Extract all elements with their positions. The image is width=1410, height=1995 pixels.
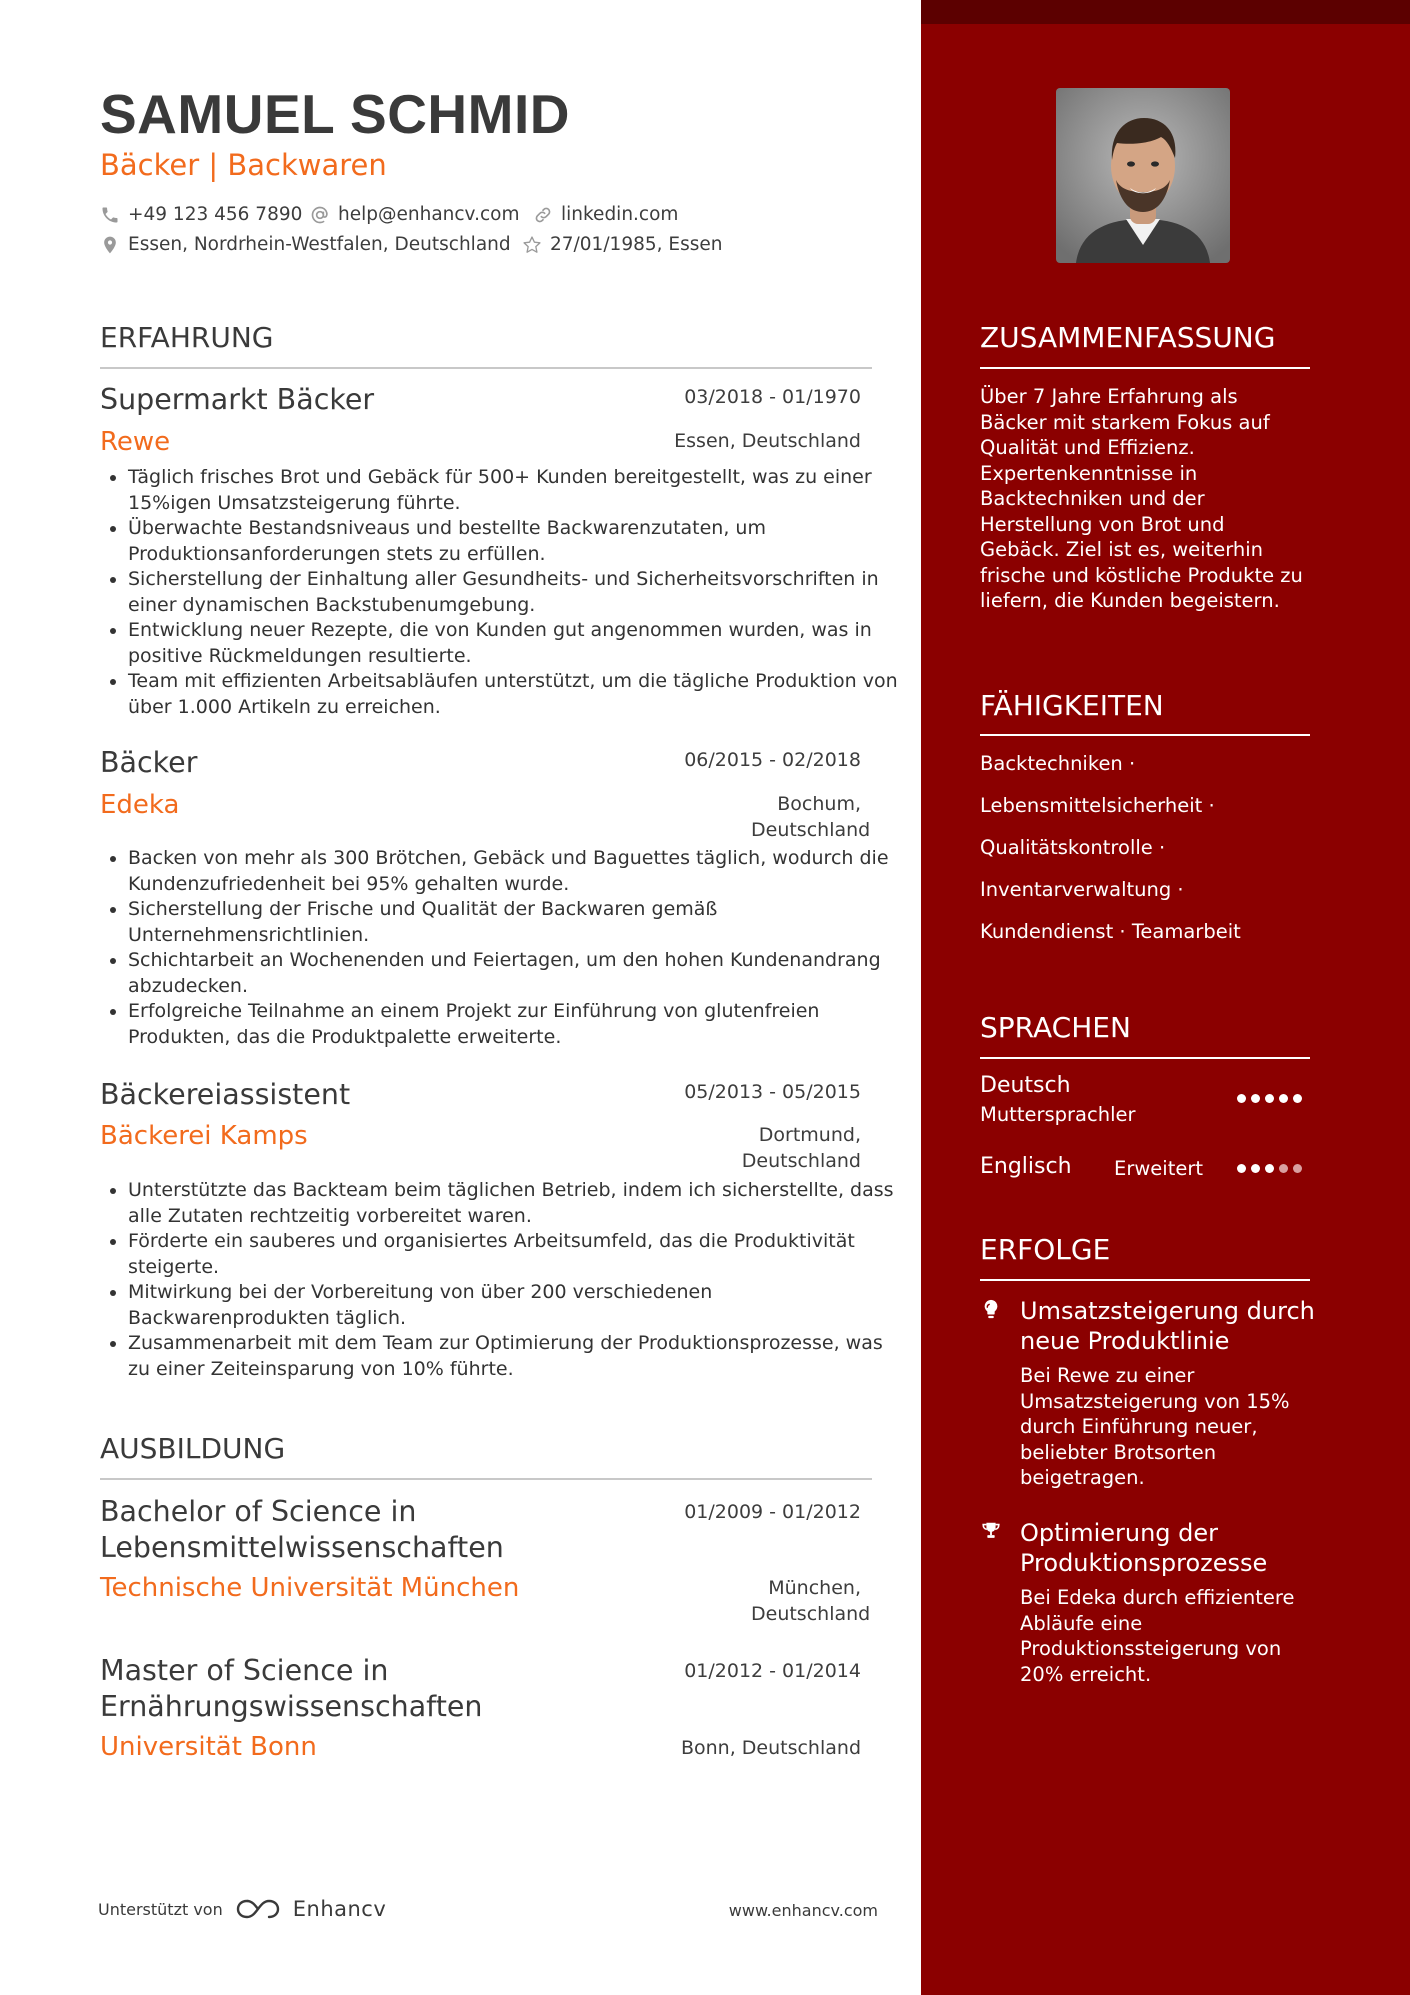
skill-item: Qualitätskontrolle · bbox=[980, 836, 1166, 859]
contact-linkedin[interactable] bbox=[533, 204, 678, 225]
phone-icon bbox=[100, 205, 120, 225]
summary-text: Über 7 Jahre Erfahrung als Bäcker mit starkem Fokus auf Qualität und Effizienz. Expertenkenntnisse in Backtechniken und der Herstellung von Brot und Gebäck. Ziel ist es, weiterhin frische und köstliche Produkte zu liefern, die Kunden begeistern. bbox=[980, 385, 1303, 612]
bullet-item: • Backen von mehr als 300 Brötchen, Gebäck und Baguettes täglich, wodurch die Kundenzufriedenheit bei 95% gehalten wurde. bbox=[128, 846, 901, 897]
summary-heading: ZUSAMMENFASSUNG bbox=[980, 321, 1276, 354]
linkedin-text: linkedin.com bbox=[561, 204, 679, 225]
language-name: Englisch bbox=[980, 1154, 1072, 1179]
skill-item: Backtechniken · bbox=[980, 752, 1136, 775]
email-text: help@enhancv.com bbox=[338, 204, 520, 225]
bullet-item: • Mitwirkung bei der Vorbereitung von über 200 verschiedenen Backwarenprodukten täglich. bbox=[128, 1280, 901, 1331]
location-text: Essen, Nordrhein-Westfalen, Deutschland bbox=[128, 234, 511, 255]
website-link[interactable]: www.enhancv.com bbox=[728, 1901, 878, 1920]
education-heading: AUSBILDUNG bbox=[100, 1432, 286, 1465]
bullet-item: • Team mit effizienten Arbeitsabläufen unterstützt, um die tägliche Produktion von über 1.000 Artikeln zu erreichen. bbox=[128, 669, 901, 720]
job-bullets bbox=[100, 1178, 901, 1382]
avatar bbox=[1056, 88, 1230, 263]
at-icon bbox=[310, 205, 330, 225]
education-divider bbox=[100, 1478, 872, 1480]
bullet-item: • Täglich frisches Brot und Gebäck für 500+ Kunden bereitgestellt, was zu einer 15%igen Umsatzsteigerung führte. bbox=[128, 465, 901, 516]
achievement-title: Optimierung der Produktionsprozesse bbox=[1020, 1519, 1268, 1577]
job-title: Bäcker bbox=[100, 746, 198, 779]
experience-divider bbox=[100, 367, 872, 369]
sidebar-top-bar bbox=[921, 0, 1410, 24]
powered-by-label: Unterstützt von bbox=[98, 1899, 223, 1919]
job-location: Dortmund, Deutschland bbox=[741, 1124, 861, 1172]
rating-dot-filled bbox=[1265, 1094, 1274, 1103]
job-date: 05/2013 - 05/2015 bbox=[684, 1081, 861, 1103]
trophy-icon bbox=[980, 1520, 1002, 1542]
rating-dot-filled bbox=[1237, 1164, 1246, 1173]
education-degree: Bachelor of Science in Lebensmittelwissenschaften bbox=[100, 1495, 504, 1564]
candidate-title: Bäcker | Backwaren bbox=[100, 148, 387, 182]
education-date: 01/2009 - 01/2012 bbox=[684, 1501, 861, 1523]
enhancv-logo-icon bbox=[235, 1897, 281, 1921]
achievement-title: Umsatzsteigerung durch neue Produktlinie bbox=[1020, 1297, 1315, 1355]
contact-birth bbox=[522, 234, 722, 255]
location-pin-icon bbox=[100, 235, 120, 255]
bullet-item: • Schichtarbeit an Wochenenden und Feiertagen, um den hohen Kundenandrang abzudecken. bbox=[128, 948, 901, 999]
language-rating bbox=[1237, 1094, 1302, 1103]
rating-dot-filled bbox=[1251, 1094, 1260, 1103]
contact-phone[interactable] bbox=[100, 204, 302, 225]
phone-text: +49 123 456 7890 bbox=[128, 204, 303, 225]
bullet-item: • Sicherstellung der Frische und Qualität der Backwaren gemäß Unternehmensrichtlinien. bbox=[128, 897, 901, 948]
bullet-item: • Überwachte Bestandsniveaus und bestellte Backwarenzutaten, um Produktionsanforderungen stets zu erfüllen. bbox=[128, 516, 901, 567]
profile-photo bbox=[1056, 88, 1230, 263]
contact-location bbox=[100, 234, 511, 255]
brand-name: Enhancv bbox=[292, 1897, 387, 1921]
education-school[interactable]: Technische Universität München bbox=[100, 1573, 520, 1603]
bullet-item: • Unterstützte das Backteam beim täglichen Betrieb, indem ich sicherstellte, dass alle Zutaten rechtzeitig vorbereitet waren. bbox=[128, 1178, 901, 1229]
link-icon bbox=[533, 205, 553, 225]
skill-item: Kundendienst · Teamarbeit bbox=[980, 920, 1241, 943]
bullet-item: • Erfolgreiche Teilnahme an einem Projekt zur Einführung von glutenfreien Produkten, das die Produktpalette erweiterte. bbox=[128, 999, 901, 1050]
candidate-name: SAMUEL SCHMID bbox=[100, 83, 570, 145]
education-school[interactable]: Universität Bonn bbox=[100, 1732, 317, 1762]
star-icon bbox=[522, 235, 542, 255]
powered-by[interactable] bbox=[98, 1897, 386, 1921]
rating-dot-empty bbox=[1279, 1164, 1288, 1173]
rating-dot-filled bbox=[1237, 1094, 1246, 1103]
bullet-item: • Förderte ein sauberes und organisiertes Arbeitsumfeld, das die Produktivität steigerte. bbox=[128, 1229, 901, 1280]
job-location: Essen, Deutschland bbox=[674, 430, 861, 452]
job-company[interactable]: Edeka bbox=[100, 790, 180, 820]
job-company[interactable]: Bäckerei Kamps bbox=[100, 1121, 308, 1151]
skills-heading: FÄHIGKEITEN bbox=[980, 689, 1164, 722]
achievements-divider bbox=[980, 1279, 1310, 1281]
achievement-description: Bei Edeka durch effizientere Abläufe eine Produktionssteigerung von 20% erreicht. bbox=[1020, 1586, 1295, 1686]
experience-heading: ERFAHRUNG bbox=[100, 321, 274, 354]
job-location: Bochum, Deutschland bbox=[751, 793, 871, 841]
rating-dot-filled bbox=[1251, 1164, 1260, 1173]
language-rating bbox=[1237, 1164, 1302, 1173]
bullet-item: • Entwicklung neuer Rezepte, die von Kunden gut angenommen wurden, was in positive Rückmeldungen resultierte. bbox=[128, 618, 901, 669]
education-degree: Master of Science in Ernährungswissenschaften bbox=[100, 1654, 483, 1723]
language-level: Muttersprachler bbox=[980, 1103, 1136, 1126]
bullet-item: • Zusammenarbeit mit dem Team zur Optimierung der Produktionsprozesse, was zu einer Zeiteinsparung von 10% führte. bbox=[128, 1331, 901, 1382]
job-date: 06/2015 - 02/2018 bbox=[684, 749, 861, 771]
job-title: Supermarkt Bäcker bbox=[100, 383, 375, 416]
rating-dot-filled bbox=[1265, 1164, 1274, 1173]
education-date: 01/2012 - 01/2014 bbox=[684, 1660, 861, 1682]
language-name: Deutsch bbox=[980, 1073, 1071, 1098]
achievement-description: Bei Rewe zu einer Umsatzsteigerung von 15% durch Einführung neuer, beliebter Brotsorten beigetragen. bbox=[1020, 1364, 1290, 1489]
job-bullets bbox=[100, 846, 901, 1050]
birth-text: 27/01/1985, Essen bbox=[550, 234, 723, 255]
contact-email[interactable] bbox=[310, 204, 519, 225]
sidebar bbox=[921, 0, 1410, 1995]
language-level: Erweitert bbox=[1114, 1157, 1204, 1180]
job-company[interactable]: Rewe bbox=[100, 427, 171, 457]
job-title: Bäckereiassistent bbox=[100, 1078, 351, 1111]
job-bullets bbox=[100, 465, 901, 720]
achievements-heading: ERFOLGE bbox=[980, 1233, 1111, 1266]
skills-divider bbox=[980, 734, 1310, 736]
languages-divider bbox=[980, 1057, 1310, 1059]
rating-dot-filled bbox=[1279, 1094, 1288, 1103]
summary-divider bbox=[980, 367, 1310, 369]
rating-dot-empty bbox=[1293, 1164, 1302, 1173]
rating-dot-filled bbox=[1293, 1094, 1302, 1103]
job-date: 03/2018 - 01/1970 bbox=[684, 386, 861, 408]
skill-item: Inventarverwaltung · bbox=[980, 878, 1184, 901]
bullet-item: • Sicherstellung der Einhaltung aller Gesundheits- und Sicherheitsvorschriften in einer dynamischen Backstubenumgebung. bbox=[128, 567, 901, 618]
education-location: Bonn, Deutschland bbox=[680, 1737, 861, 1759]
skill-item: Lebensmittelsicherheit · bbox=[980, 794, 1215, 817]
education-location: München, Deutschland bbox=[751, 1577, 871, 1625]
languages-heading: SPRACHEN bbox=[980, 1011, 1131, 1044]
lightbulb-icon bbox=[980, 1298, 1002, 1320]
